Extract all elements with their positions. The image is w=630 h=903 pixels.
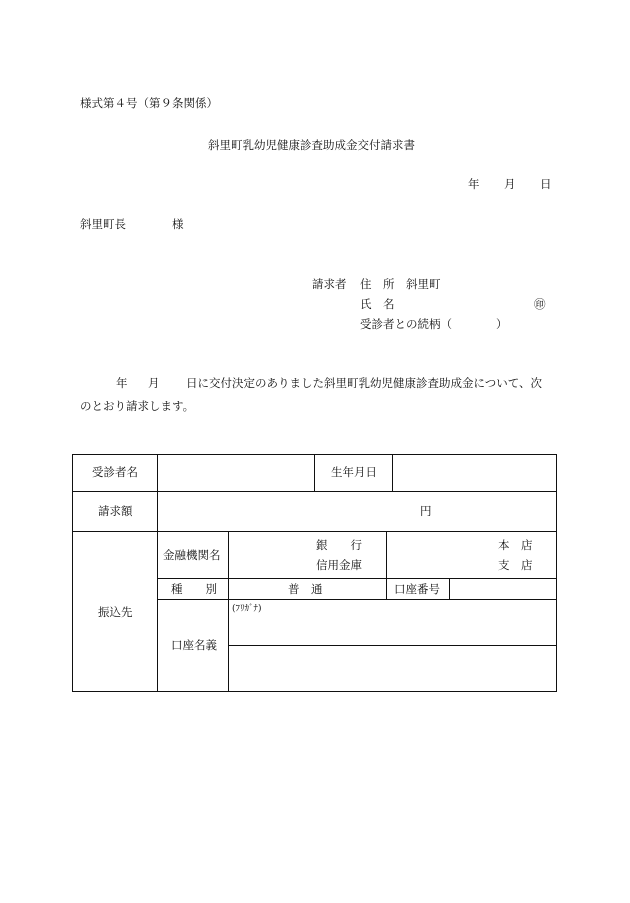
claimant-address-value: 斜里町 xyxy=(406,277,441,291)
date-day-label: 日 xyxy=(540,177,552,191)
branch-type-1: 本 店 xyxy=(498,538,533,552)
claimant-relation-label: 受診者との続柄（ xyxy=(360,317,452,331)
account-type-label: 種 別 xyxy=(171,582,217,596)
row-divider-2 xyxy=(72,531,557,532)
account-type-value: 普 通 xyxy=(288,582,323,596)
col-divider-label-3 xyxy=(157,531,158,692)
amount-label: 請求額 xyxy=(98,504,133,518)
bank-type-1: 銀 行 xyxy=(316,538,362,552)
claimant-name-label: 氏 名 xyxy=(360,297,395,311)
col-divider-birth-right xyxy=(392,454,393,491)
table-border-left xyxy=(72,454,73,692)
table-border-right xyxy=(556,454,557,692)
row-divider-5 xyxy=(228,645,557,646)
body-month-label: 月 xyxy=(148,376,160,390)
date-year-label: 年 xyxy=(468,177,480,191)
table-border-bottom xyxy=(72,691,557,692)
row-divider-1 xyxy=(72,491,557,492)
branch-type-2: 支 店 xyxy=(498,558,533,572)
claimant-relation-close: ） xyxy=(496,317,508,331)
document-title: 斜里町乳幼児健康診査助成金交付請求書 xyxy=(208,138,415,152)
body-year-label: 年 xyxy=(116,376,128,390)
row-divider-3 xyxy=(157,578,557,579)
body-line1-rest: 日に交付決定のありました斜里町乳幼児健康診査助成金について、次 xyxy=(186,376,543,390)
col-divider-acctnum-left xyxy=(386,578,387,599)
col-divider-birth-left xyxy=(314,454,315,491)
col-divider-sub-label xyxy=(228,531,229,692)
col-divider-bank-branch xyxy=(386,531,387,578)
bank-name-label: 金融機関名 xyxy=(163,548,221,562)
col-divider-acctnum-right xyxy=(449,578,450,599)
date-month-label: 月 xyxy=(504,177,516,191)
transfer-label: 振込先 xyxy=(98,605,133,619)
row-divider-4 xyxy=(157,599,557,600)
bank-type-2: 信用金庫 xyxy=(316,558,362,572)
col-divider-label xyxy=(157,454,158,491)
form-number: 様式第４号（第９条関係） xyxy=(80,96,218,110)
claimant-address-label: 住 所 xyxy=(360,277,395,291)
birth-date-label: 生年月日 xyxy=(331,465,377,479)
amount-unit: 円 xyxy=(420,504,432,518)
seal-mark: ㊞ xyxy=(534,297,546,311)
body-line2: のとおり請求します。 xyxy=(80,399,195,413)
claim-form-table xyxy=(72,454,557,692)
col-divider-label-2 xyxy=(157,491,158,531)
account-number-label: 口座番号 xyxy=(394,582,440,596)
addressee-name: 斜里町長 xyxy=(80,217,126,231)
patient-name-label: 受診者名 xyxy=(92,465,138,479)
furigana-label: (ﾌﾘｶﾞﾅ) xyxy=(232,604,262,614)
account-holder-label: 口座名義 xyxy=(171,638,217,652)
claimant-label: 請求者 xyxy=(312,277,347,291)
addressee-honorific: 様 xyxy=(172,217,184,231)
